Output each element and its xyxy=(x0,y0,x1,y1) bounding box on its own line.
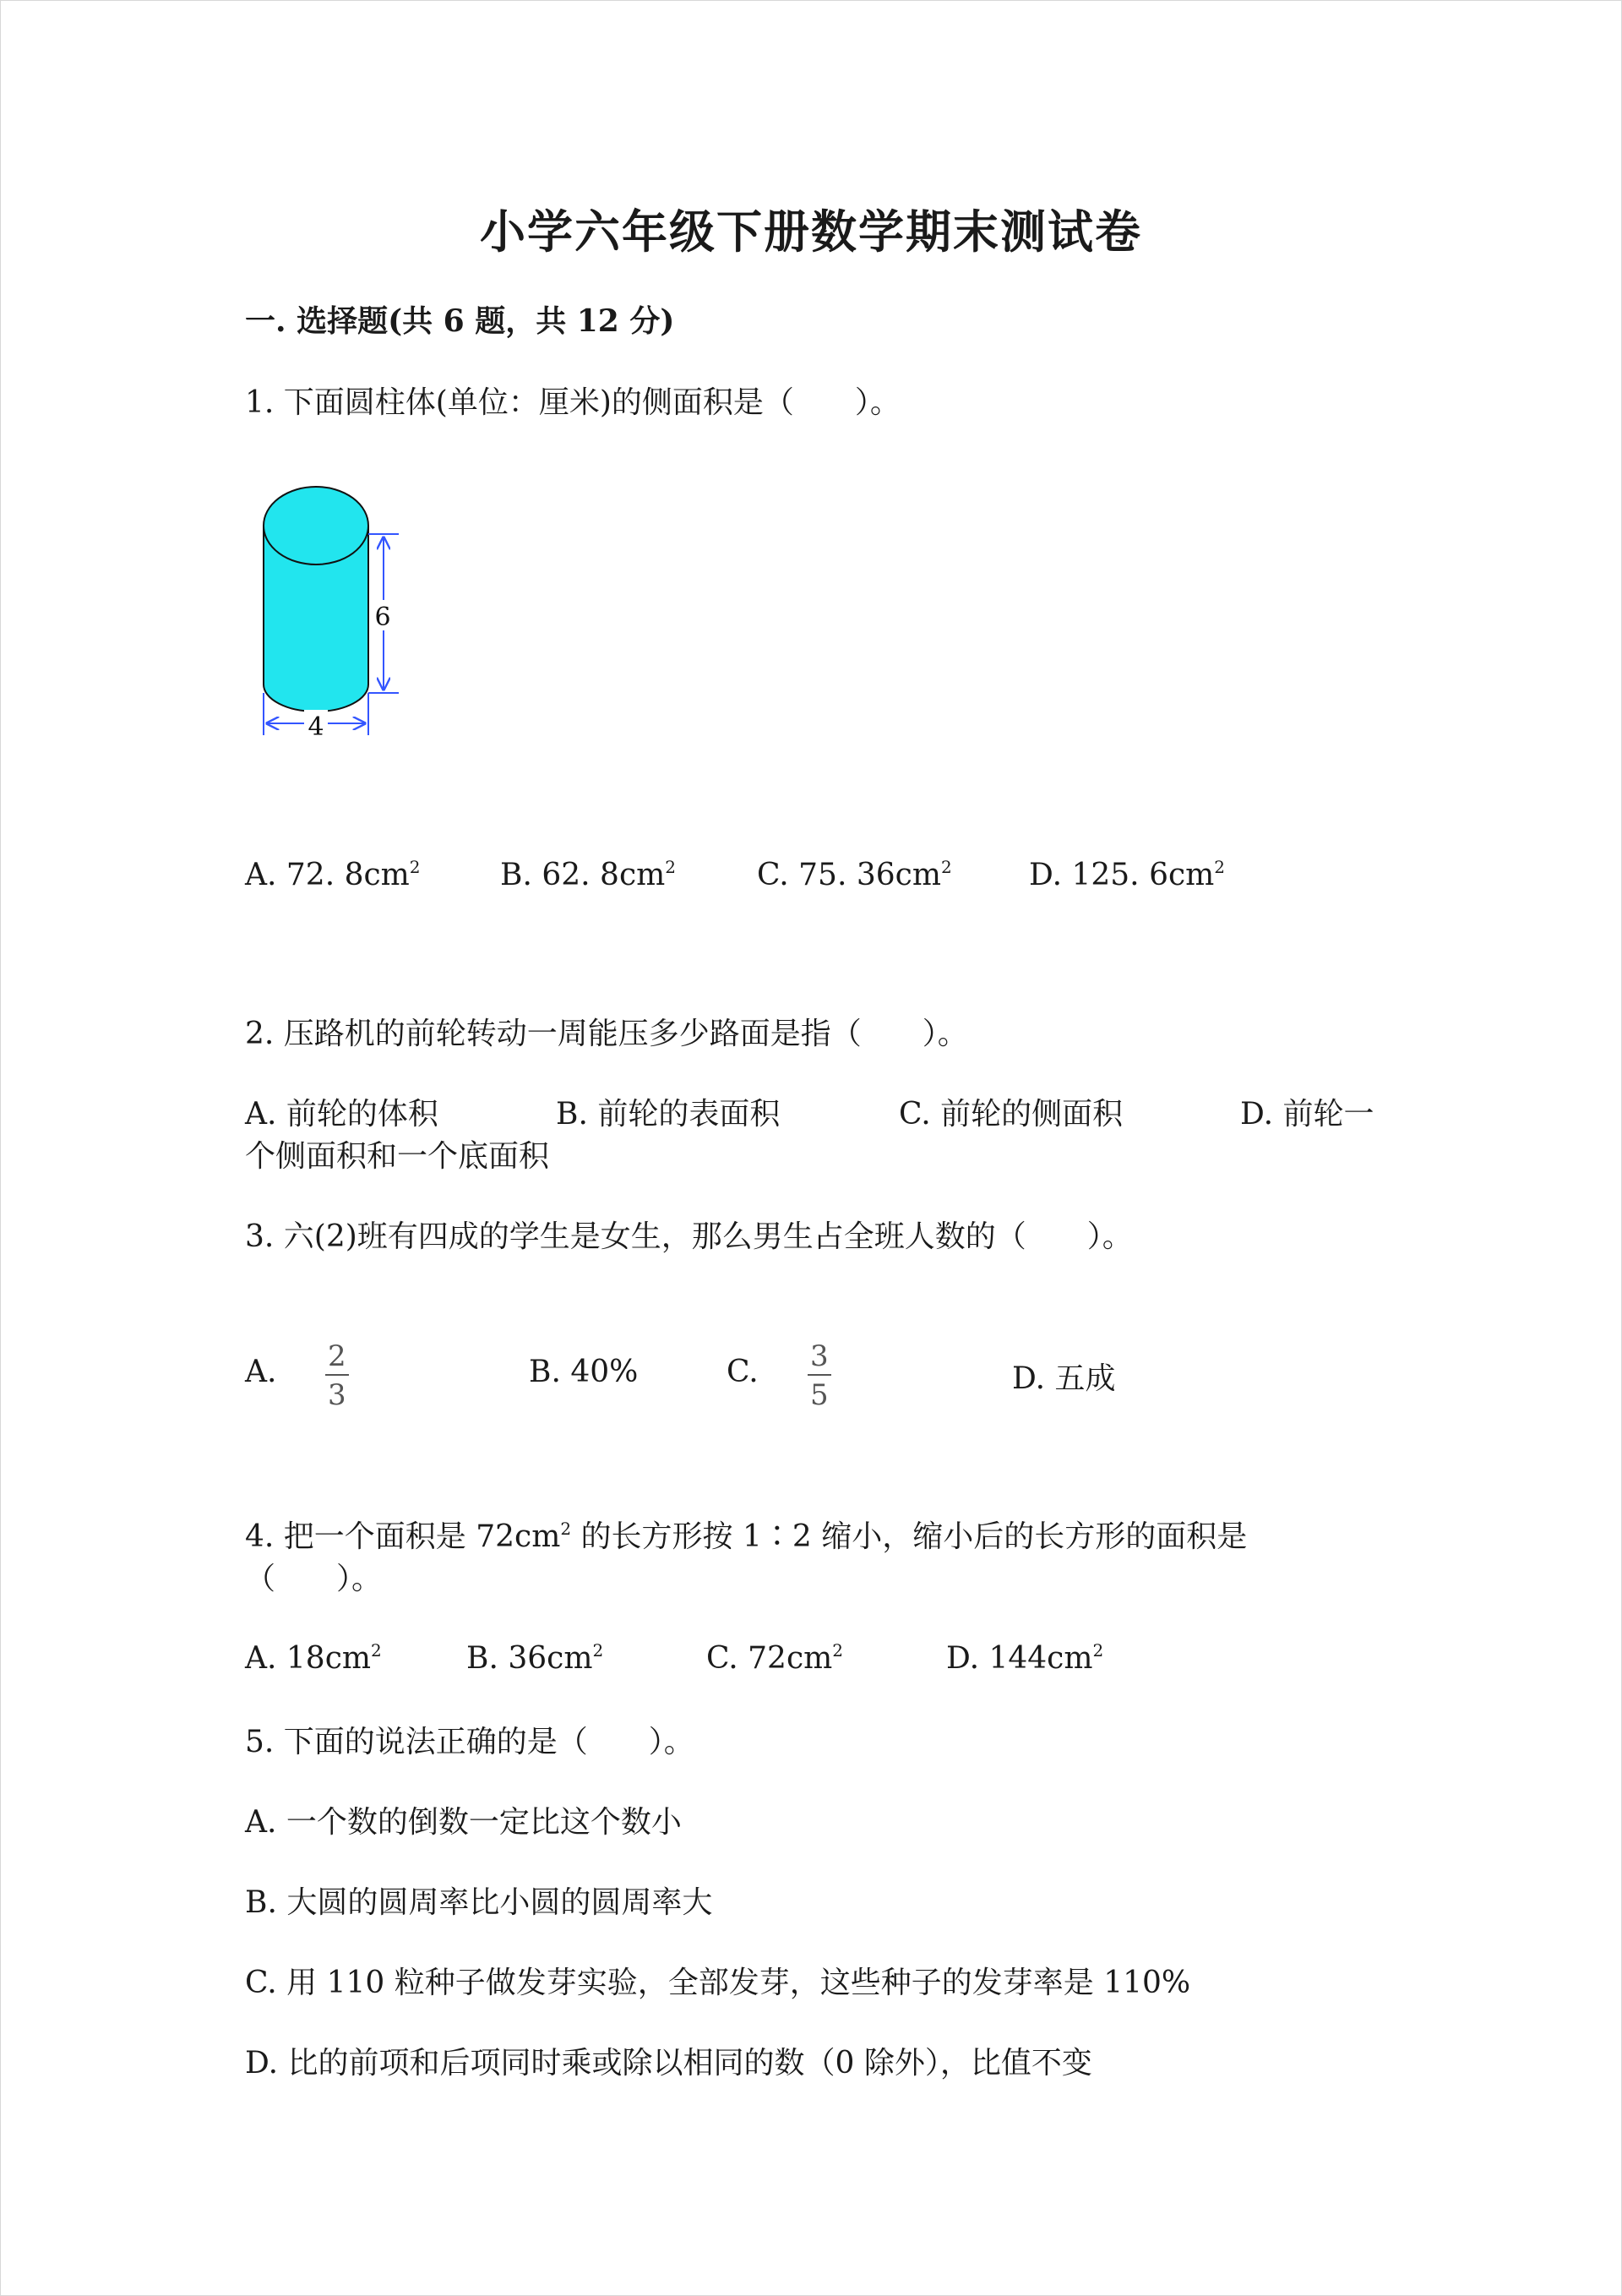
q4-option-c[interactable]: C. $72cm^2$ xyxy=(706,1640,843,1676)
q4-option-d[interactable]: D. $144cm^2$ xyxy=(946,1640,1104,1676)
fraction-denominator: 3 xyxy=(328,1378,346,1412)
question-3-stem: 3. 六(2)班有四成的学生是女生，那么男生占全班人数的（ ）。 xyxy=(245,1219,1133,1254)
page-title: 小学六年级下册数学期末测试卷 xyxy=(480,205,1142,259)
q3-option-a[interactable]: A. xyxy=(245,1355,277,1389)
fraction-numerator: 2 xyxy=(328,1339,346,1373)
q5-option-d[interactable]: D. 比的前项和后项同时乘或除以相同的数（0 除外），比值不变 xyxy=(245,2046,1092,2081)
height-label: 6 xyxy=(374,603,391,632)
q2-option-d-continued: 个侧面积和一个底面积 xyxy=(245,1139,550,1174)
q2-option-d[interactable]: D. 前轮一 xyxy=(1240,1097,1374,1132)
q2-option-b[interactable]: B. 前轮的表面积 xyxy=(556,1097,781,1132)
q3-option-d[interactable]: D. 五成 xyxy=(1012,1361,1116,1396)
q1-option-d[interactable]: D. 125. $6cm^2$ xyxy=(1029,857,1226,892)
q3-option-b[interactable]: B. 40% xyxy=(529,1355,639,1389)
q3-option-c[interactable]: C. xyxy=(727,1355,759,1389)
q4-option-b[interactable]: B. $36cm^2$ xyxy=(466,1640,604,1676)
question-2-stem: 2. 压路机的前轮转动一周能压多少路面是指（ ）。 xyxy=(245,1017,968,1051)
cylinder-top xyxy=(264,487,368,564)
question-1-stem: 1. 下面圆柱体(单位：厘米)的侧面积是（ ）。 xyxy=(245,385,901,420)
q4-option-a[interactable]: A. $18cm^2$ xyxy=(245,1640,382,1676)
q2-option-a[interactable]: A. 前轮的体积 xyxy=(245,1097,438,1132)
fraction-numerator: 3 xyxy=(810,1339,829,1373)
q2-option-c[interactable]: C. 前轮的侧面积 xyxy=(899,1097,1124,1132)
question-4-stem: 4. 把一个面积是 $72cm^2$ 的长方形按 1∶2 缩小，缩小后的长方形的面积是 xyxy=(245,1519,1248,1554)
q3-option-c-fraction xyxy=(807,1339,832,1412)
cylinder-figure xyxy=(245,482,414,769)
q1-option-b[interactable]: B. 62. $8cm^2$ xyxy=(500,857,676,892)
diameter-label: 4 xyxy=(308,712,324,742)
q1-option-c[interactable]: C. 75. $36cm^2$ xyxy=(757,857,952,892)
q5-option-a[interactable]: A. 一个数的倒数一定比这个数小 xyxy=(245,1805,682,1840)
q1-option-a[interactable]: A. 72. $8cm^2$ xyxy=(245,857,421,892)
fraction-denominator: 5 xyxy=(810,1378,829,1412)
q5-option-b[interactable]: B. 大圆的圆周率比小圆的圆周率大 xyxy=(245,1885,713,1920)
q3-option-a-fraction xyxy=(324,1339,350,1412)
question-5-stem: 5. 下面的说法正确的是（ ）。 xyxy=(245,1725,694,1759)
question-4-stem-continued: （ ）。 xyxy=(245,1562,383,1596)
section-heading: 一. 选择题(共 6 题，共 12 分) xyxy=(245,303,675,339)
q5-option-c[interactable]: C. 用 110 粒种子做发芽实验，全部发芽，这些种子的发芽率是 110% xyxy=(245,1966,1191,2000)
